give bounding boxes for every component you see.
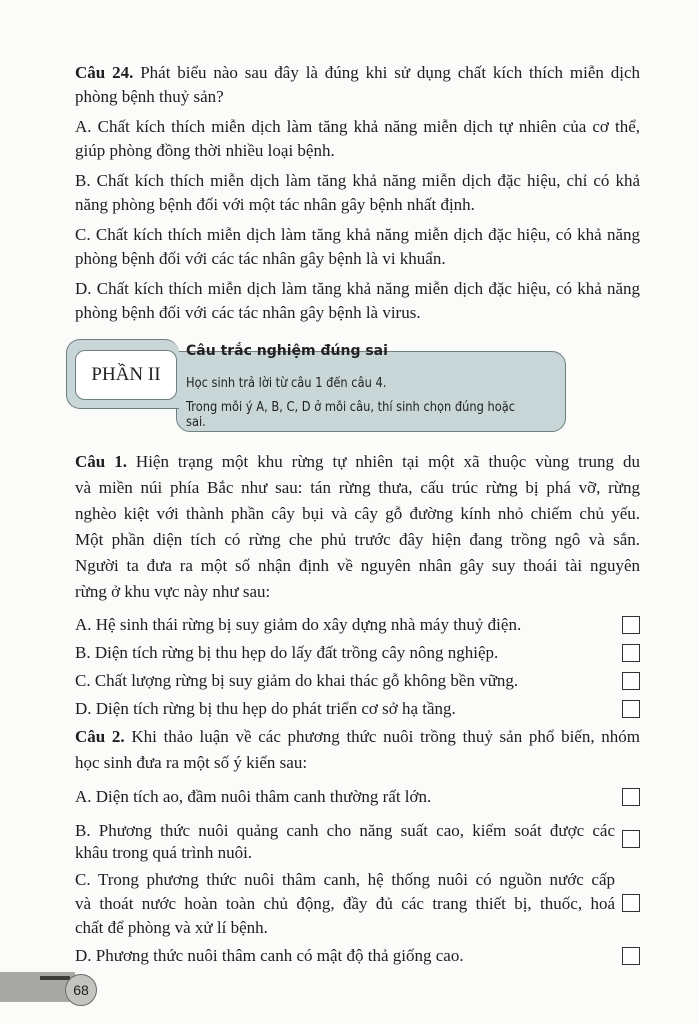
q24-option-c: phòng bệnh đối với các tác nhân gây bệnh là vi khuẩn. (75, 249, 446, 268)
section-title: Câu trắc nghiệm đúng sai (186, 343, 388, 359)
q24-option-d: D. Chất kích thích miễn dịch làm tăng khả năng miễn dịch đặc hiệu, có khả năng (75, 279, 640, 298)
q24-option-a: A. Chất kích thích miễn dịch làm tăng khả năng miễn dịch tự nhiên của cơ thể, (75, 117, 640, 136)
q1-option-c-checkbox[interactable] (622, 672, 640, 690)
q24-label: Câu 24. (75, 63, 134, 82)
q24-option-a: giúp phòng đồng thời nhiều loại bệnh. (75, 141, 335, 160)
section-instruction: Trong mỗi ý A, B, C, D ở mỗi câu, thí sinh chọn đúng hoặc sai. (186, 400, 516, 430)
q2-stem-line: học sinh đưa ra một số ý kiến sau: (75, 753, 308, 772)
section-header-box (66, 339, 566, 432)
q24-stem-line: Câu 24. Phát biểu nào sau đây là đúng khi sử dụng chất kích thích miễn dịch (75, 63, 641, 82)
q24-stem-line: phòng bệnh thuỷ sản? (75, 87, 224, 106)
q2-option-b: B. Phương thức nuôi quảng canh cho năng suất cao, kiểm soát được các (75, 821, 615, 840)
q2-option-b: khâu trong quá trình nuôi. (75, 843, 253, 862)
q1-stem-line: và miền núi phía Bắc như sau: tán rừng thưa, cấu trúc rừng bị phá vỡ, rừng (75, 478, 640, 497)
q1-stem-line: Người ta đưa ra một số nhận định về nguyên nhân gây suy thoái tài nguyên (75, 556, 640, 575)
q2-option-c: chất để phòng và xử lí bệnh. (75, 918, 268, 937)
q2-option-c: C. Trong phương thức nuôi thâm canh, hệ thống nuôi có nguồn nước cấp (75, 870, 615, 889)
q1-option-d: D. Diện tích rừng bị thu hẹp do phát triển cơ sở hạ tầng. (75, 699, 456, 718)
q1-stem-line: nghèo kiệt với thành phần cây bụi và cây gỗ đường kính nhỏ chiếm chủ yếu. (75, 504, 640, 523)
section-tag: PHẦN II (75, 350, 177, 400)
q2-option-a: A. Diện tích ao, đầm nuôi thâm canh thường rất lớn. (75, 787, 432, 806)
q1-option-a: A. Hệ sinh thái rừng bị suy giảm do xây dựng nhà máy thuỷ điện. (75, 615, 522, 634)
q24-option-c: C. Chất kích thích miễn dịch làm tăng khả năng miễn dịch đặc hiệu, có khả năng (75, 225, 640, 244)
q1-stem-line: Câu 1. Hiện trạng một khu rừng tự nhiên tại một xã thuộc vùng trung du (75, 452, 641, 471)
q2-stem-line: Câu 2. Khi thảo luận về các phương thức nuôi trồng thuỷ sản phổ biến, nhóm (75, 727, 641, 746)
page-number: 68 (65, 974, 97, 1006)
q2-option-c-checkbox[interactable] (622, 894, 640, 912)
q2-option-a-checkbox[interactable] (622, 788, 640, 806)
footer-decoration-stripe (40, 976, 70, 980)
q2-option-d: D. Phương thức nuôi thâm canh có mật độ thả giống cao. (75, 946, 464, 965)
q24-option-b: B. Chất kích thích miễn dịch làm tăng khả năng miễn dịch đặc hiệu, chỉ có khả (75, 171, 640, 190)
q2-option-d-checkbox[interactable] (622, 947, 640, 965)
q1-label: Câu 1. (75, 452, 127, 471)
q1-option-c: C. Chất lượng rừng bị suy giảm do khai thác gỗ không bền vững. (75, 671, 519, 690)
q2-label: Câu 2. (75, 727, 125, 746)
q24-option-b: năng phòng bệnh đối với một tác nhân gây bệnh nhất định. (75, 195, 475, 214)
q2-option-b-checkbox[interactable] (622, 830, 640, 848)
q1-option-b: B. Diện tích rừng bị thu hẹp do lấy đất trồng cây nông nghiệp. (75, 643, 499, 662)
section-tab (66, 339, 179, 409)
q2-option-c: và thoát nước hoàn toàn chủ động, đầy đủ các trang thiết bị, thuốc, hoá (75, 894, 615, 913)
q1-option-d-checkbox[interactable] (622, 700, 640, 718)
q24-option-d: phòng bệnh đối với các tác nhân gây bệnh là virus. (75, 303, 421, 322)
q1-option-b-checkbox[interactable] (622, 644, 640, 662)
q1-stem-line: Một phần diện tích có rừng che phủ trước đây hiện đang trồng ngô và sắn. (75, 530, 640, 549)
section-instruction: Học sinh trả lời từ câu 1 đến câu 4. (186, 376, 387, 391)
q1-stem-line: rừng ở khu vực này như sau: (75, 582, 271, 601)
q1-option-a-checkbox[interactable] (622, 616, 640, 634)
